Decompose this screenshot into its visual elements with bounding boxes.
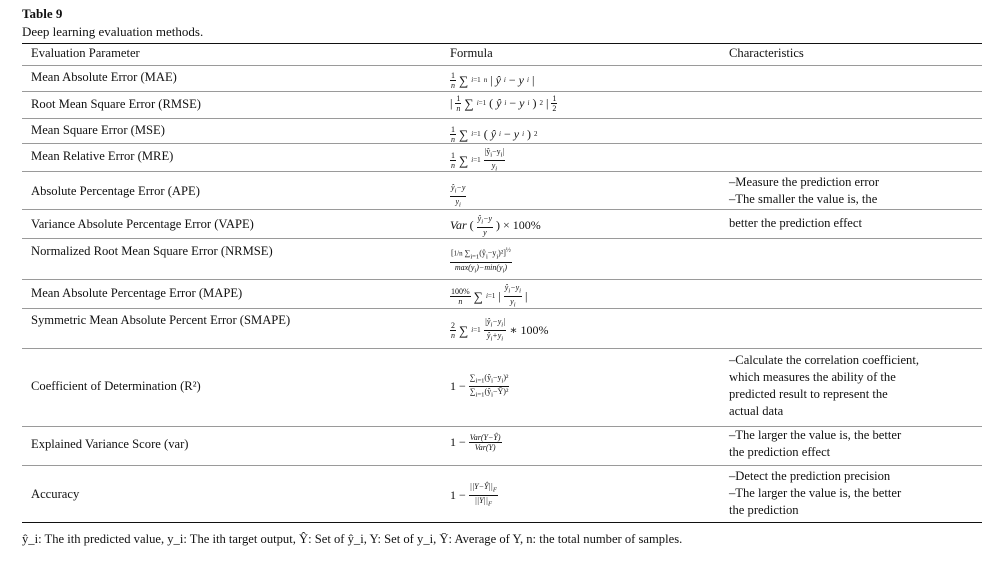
table-caption-number: Table 9: [22, 6, 63, 21]
formula-mse: 1 n ∑ i=1 ( ŷ i − y i ) 2: [451, 125, 538, 144]
param-vape: Variance Absolute Percentage Error (VAPE): [31, 217, 254, 231]
formula-accuracy: 1 − $||Y-Ŷ||_F$ $||Y||_F$: [450, 482, 497, 508]
formula-ape: $ŷ_i-y$ $y_i$: [451, 183, 466, 209]
row-rule: [22, 143, 982, 144]
characteristics-correlation: –Calculate the correlation coefficient, which measures the ability of the predicted result to represent the actual data: [729, 353, 919, 418]
header-formula: Formula: [450, 46, 493, 60]
row-rule: [22, 91, 982, 92]
table-footnote: ŷ_i: The ith predicted value, y_i: The ith target output, Ŷ: Set of ŷ_i, Y: Set of y_i, Ȳ: Average of Y, n: the total number of samples.: [22, 532, 683, 546]
param-mae: Mean Absolute Error (MAE): [31, 70, 177, 84]
table-top-rule: [22, 43, 982, 44]
param-mre: Mean Relative Error (MRE): [31, 149, 174, 163]
param-nrmse: Normalized Root Mean Square Error (NRMSE): [31, 244, 273, 258]
param-accuracy: Accuracy: [31, 487, 80, 501]
row-rule: [22, 118, 982, 119]
characteristics-error: –Measure the prediction error –The smaller the value is, the better the prediction effect: [729, 175, 880, 230]
row-rule: [22, 465, 982, 466]
formula-mape: 100% n ∑ i=1 | $ŷ_i-y_i$ $y_i$ |: [451, 283, 528, 309]
formula-vape: Var ( $ŷ_i-y$ y ) × 100%: [450, 214, 541, 237]
param-r2: Coefficient of Determination (R²): [31, 379, 201, 393]
row-rule: [22, 348, 982, 349]
formula-explained-variance: 1 − Var(Y−Ŷ) Var(Y): [450, 433, 501, 452]
characteristics-accuracy: –Detect the prediction precision –The larger the value is, the better the prediction: [729, 469, 902, 517]
formula-rmse: | 1 n ∑ i=1 ( ŷ i − y i ) 2 | 1 2: [450, 94, 557, 113]
row-rule: [22, 279, 982, 280]
formula-r2: 1 − $\sum_{i=1}(ŷ_i-y_i)^2$ $\sum_{i=1}(ŷ_i-Ȳ)^2$: [450, 373, 509, 399]
row-rule: [22, 171, 982, 172]
header-evaluation-parameter: Evaluation Parameter: [31, 46, 140, 60]
formula-smape: 2 n ∑ i=1 $|ŷ_i-y_i|$ $ŷ_i+y_i$ ∗ 100%: [451, 317, 549, 343]
formula-mre: 1 n ∑ i=1 $|ŷ_i-y_i|$ $y_i$: [451, 147, 505, 173]
table-bottom-rule: [22, 522, 982, 523]
param-rmse: Root Mean Square Error (RMSE): [31, 97, 201, 111]
param-explained-variance: Explained Variance Score (var): [31, 437, 189, 451]
param-ape: Absolute Percentage Error (APE): [31, 184, 200, 198]
header-characteristics: Characteristics: [729, 46, 804, 60]
formula-mae: 1 n ∑ i=1 n | ŷ i − y i |: [451, 71, 535, 90]
formula-nrmse: [1/n $\sum_{i=1}(ŷ_i-y_i)^2]^{\frac{1}{2}}$ $\max(y_i)-\min(y_i)$: [451, 247, 511, 275]
row-rule: [22, 308, 982, 309]
row-rule: [22, 238, 982, 239]
characteristics-explained-variance: –The larger the value is, the better the prediction effect: [729, 428, 902, 459]
param-mape: Mean Absolute Percentage Error (MAPE): [31, 286, 243, 300]
table-caption-title: Deep learning evaluation methods.: [22, 24, 204, 39]
param-mse: Mean Square Error (MSE): [31, 123, 165, 137]
param-smape: Symmetric Mean Absolute Percent Error (SMAPE): [31, 313, 291, 327]
